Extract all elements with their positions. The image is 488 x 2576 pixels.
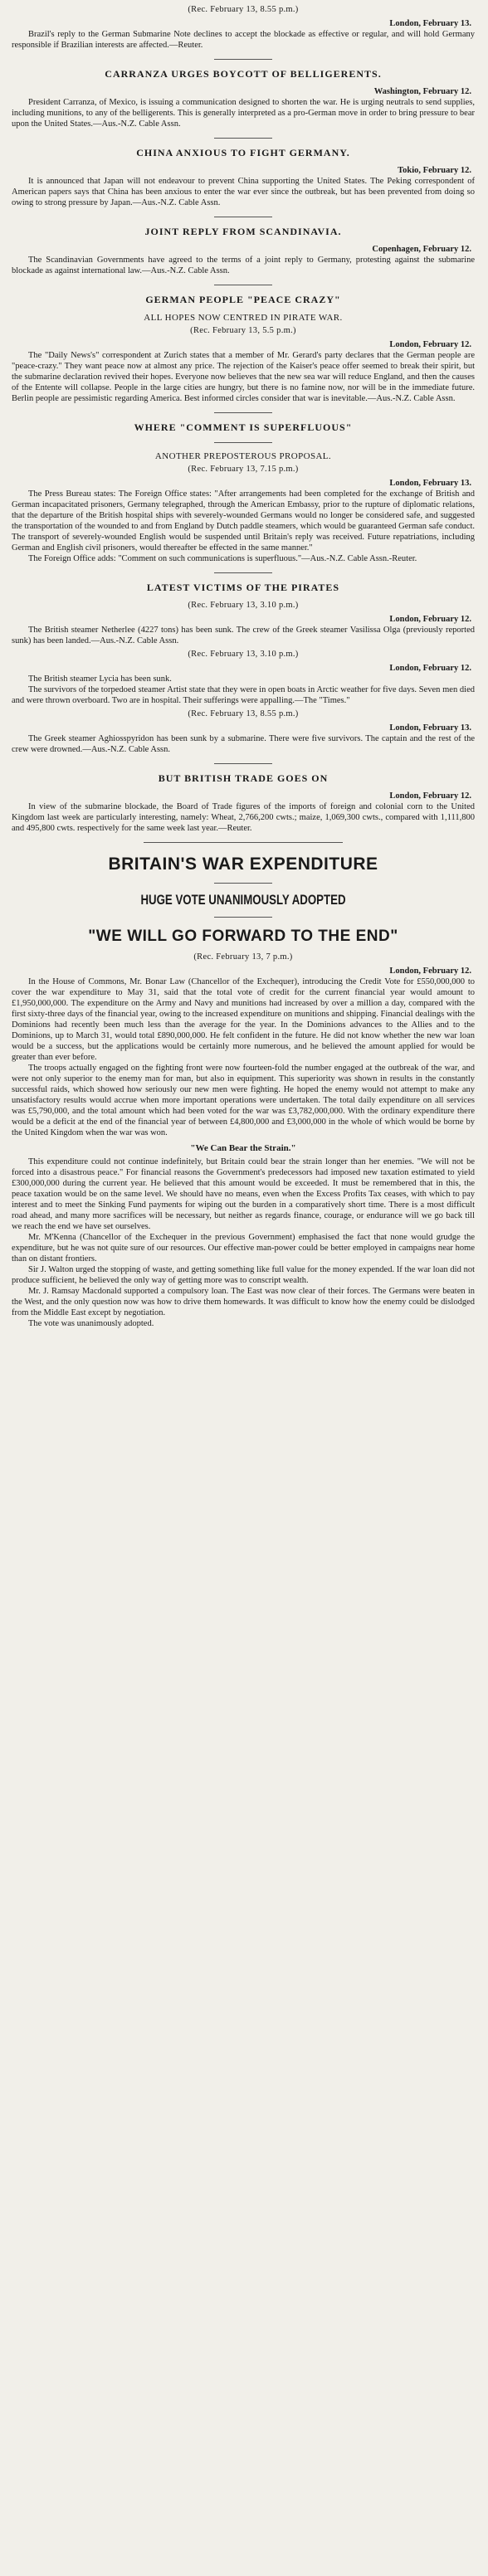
- headline: BUT BRITISH TRADE GOES ON: [158, 772, 329, 784]
- place-date: London, February 13.: [389, 479, 471, 488]
- paragraph: This expenditure could not continue indefinitely, but Britain could bear the strain longer than her enemies. "We will not be forced into a disastrous peace." For financial reasons the Government's predecessors had imposed new taxation estimated to yield £300,000,000 during the current year. He believed that this amount would be exceeded. It must be remembered that in this, the peace taxation would be on the same level. We should have no means, even when the Excess Profits Tax ceases, with which to pay interest and to meet the Sinking Fund payments for wiping out the burden in a comparatively short time. There is a most difficult road ahead, and many more sacrifices will be necessary, but neither as regards finance, courage, or endurance will we go back till we reach the end we have set ourselves.: [12, 1157, 475, 1231]
- divider: [214, 412, 272, 413]
- place-date: Tokio, February 12.: [398, 166, 471, 175]
- dateline: (Rec. February 13, 8.55 p.m.): [188, 5, 299, 14]
- place-date: London, February 12.: [389, 664, 471, 673]
- divider: [214, 59, 272, 60]
- paragraph: The Scandinavian Governments have agreed to the terms of a joint reply to Germany, protesting against the submarine blockade as against international law.—Aus.-N.Z. Cable Assn.: [12, 256, 475, 275]
- headline: CHINA ANXIOUS TO FIGHT GERMANY.: [136, 147, 350, 158]
- paragraph: The vote was unanimously adopted.: [28, 1319, 154, 1328]
- paragraph: The "Daily News's" correspondent at Zurich states that a member of Mr. Gerard's party declares that the German people are "peace-crazy." They want peace now at almost any price. The rejection of the Kaiser's peace offer seemed to break their spirit, but the submarine declaration revived their hopes. Everyone now believes that the new sea war will reduce England, and then the causes of the Entente will collapse. People in the large cities are hungry, but there is no famine now, nor will be in the immediate future. Berlin people are pessimistic regarding America. Best informed circles consider that war is inevitable.—Aus.-N.Z. Cable Assn.: [12, 351, 475, 403]
- headline: WHERE "COMMENT IS SUPERFLUOUS": [134, 421, 353, 433]
- headline: GERMAN PEOPLE "PEACE CRAZY": [145, 294, 341, 305]
- section-subhead: "We Can Bear the Strain.": [190, 1143, 296, 1153]
- divider: [144, 842, 343, 843]
- paragraph: The Press Bureau states: The Foreign Office states: "After arrangements had been completed for the exchange of British and German incapacitated prisoners, Germany telegraphed, through the American Embassy, prior to the rupture of diplomatic relations, that the departure of the British hospital ships with severely-wounded Germans would no longer be considered safe, and suggested the transportation of the wounded to and from England by Dutch paddle steamers, which would be guaranteed German safe conduct. The transport of severely-wounded English would be suspended until Britain's reply was received. Future repatriations, including German and English civil prisoners, would thereafter be effected in the same manner.": [12, 489, 475, 553]
- paragraph: In view of the submarine blockade, the Board of Trade figures of the imports of foreign and colonial corn to the United Kingdom last week are particularly interesting, namely: Wheat, 2,766,200 cwts.; maize, 1,069,300 cwts., compared with 1,111,800 and 495,800 cwts. respectively for the same week last year.—Reuter.: [12, 802, 475, 833]
- dateline: (Rec. February 13, 8.55 p.m.): [188, 709, 299, 718]
- place-date: London, February 13.: [389, 723, 471, 733]
- dateline: (Rec. February 13, 3.10 p.m.): [188, 650, 299, 659]
- headline: "WE WILL GO FORWARD TO THE END": [88, 928, 398, 945]
- dateline: (Rec. February 13, 7.15 p.m.): [188, 465, 299, 474]
- headline: JOINT REPLY FROM SCANDINAVIA.: [144, 226, 342, 237]
- headline: BRITAIN'S WAR EXPENDITURE: [108, 855, 378, 874]
- paragraph: The survivors of the torpedoed steamer Artist state that they were in open boats in Arctic weather for five days. Seven men died and were thrown overboard. Two are in hospital. Their sufferings were appalling.—The "Times.": [12, 685, 475, 705]
- place-date: London, February 12.: [389, 791, 471, 801]
- paragraph: The Foreign Office adds: "Comment on such communications is superfluous."—Aus.-N.Z. Cable Assn.-Reuter.: [28, 554, 417, 563]
- paragraph: In the House of Commons, Mr. Bonar Law (Chancellor of the Exchequer), introducing the Credit Vote for £550,000,000 to cover the war expenditure to May 31, said that the total vote of credit for the current financial year would amount to £1,950,000,000. The expenditure on the Army and Navy and munitions had increased by over a million a day, compared with the first sixty-three days of the financial year, owing to the increased expenditure on munitions and shipping. Financial dealings with the Dominions had recently been much less than the average for the year. In the Dominions advances to the Allies and to the Dominions, up to March 31, would total £890,000,000. He felt confident in the future. He did not know whether the new war loan would be a success, but the applications would be certainly more numerous, and he believed the amount applied for would be greater than ever before.: [12, 977, 475, 1062]
- headline: HUGE VOTE UNANIMOUSLY ADOPTED: [140, 892, 346, 908]
- paragraph: It is announced that Japan will not endeavour to prevent China supporting the United States. The Peking correspondent of American papers says that China has been anxious to enter the war ever since the outbreak, but has been prevented from doing so owing to strong pressure by Japan.—Aus.-N.Z. Cable Assn.: [12, 177, 475, 207]
- paragraph: Mr. M'Kenna (Chancellor of the Exchequer in the previous Government) emphasised the fact that none would grudge the expenditure, but he was not quite sure of our resources. Our effective man-power could be better employed in campaigns near home than on distant frontiers.: [12, 1233, 475, 1264]
- place-date: London, February 13.: [389, 19, 471, 28]
- paragraph: The Greek steamer Aghiosspyridon has been sunk by a submarine. There were five survivors. The captain and the rest of the crew were drowned.—Aus.-N.Z. Cable Assn.: [12, 734, 475, 754]
- paragraph: The troops actually engaged on the fighting front were now fourteen-fold the number engaged at the outbreak of the war, and were not only superior to the enemy man for man, but also in equipment. This superiority was shown in results in the constantly successful raids, which showed how seriously our new men were fighting. He hoped the enemy would not attempt to make any unsatisfactory results would accrue when more important operations were undertaken. The total daily expenditure on all services was £5,790,000, and the total amount which had been voted for the war was £3,782,000,000. With the ordinary expenditure there would be a deficit at the end of the financial year of between £4,800,000 and £3,000,000 in the whole of which would be borne by the United Kingdom when the war was won.: [12, 1064, 475, 1137]
- divider: [214, 883, 272, 884]
- paragraph: The British steamer Netherlee (4227 tons) has been sunk. The crew of the Greek steamer Vasilissa Olga (previously reported sunk) has been landed.—Aus.-N.Z. Cable Assn.: [12, 626, 475, 645]
- paragraph: Brazil's reply to the German Submarine Note declines to accept the blockade as effective or regular, and will hold Germany responsible if Brazilian interests are affected.—Reuter.: [12, 30, 475, 50]
- divider: [214, 442, 272, 443]
- headline: LATEST VICTIMS OF THE PIRATES: [146, 582, 340, 593]
- divider: [214, 763, 272, 764]
- subheadline: ALL HOPES NOW CENTRED IN PIRATE WAR.: [144, 313, 343, 323]
- paragraph: The British steamer Lycia has been sunk.: [28, 674, 172, 684]
- paragraph: Mr. J. Ramsay Macdonald supported a compulsory loan. The East was now clear of their forces. The Germans were beaten in the West, and the only question now was how to drive them homewards. It was difficult to know how the enemy could be dislodged from the Middle East except by negotiation.: [12, 1287, 475, 1317]
- place-date: London, February 12.: [389, 340, 471, 349]
- subheadline: ANOTHER PREPOSTEROUS PROPOSAL.: [154, 451, 332, 461]
- divider: [214, 917, 272, 918]
- dateline: (Rec. February 13, 3.10 p.m.): [188, 601, 299, 610]
- divider: [214, 138, 272, 139]
- headline: CARRANZA URGES BOYCOTT OF BELLIGERENTS.: [105, 68, 382, 80]
- paragraph: Sir J. Walton urged the stopping of waste, and getting something like full value for the money expended. If the war loan did not produce sufficient, he believed the only way of getting more was to conscript wealth.: [12, 1265, 475, 1285]
- paragraph: President Carranza, of Mexico, is issuing a communication designed to shorten the war. He is urging neutrals to send supplies, including munitions, to any of the belligerents. This is generally interpreted as a pro-German move in order to bring pressure to bear upon the United States.—Aus.-N.Z. Cable Assn.: [12, 98, 475, 129]
- dateline: (Rec. February 13, 7 p.m.): [193, 952, 293, 962]
- place-date: Washington, February 12.: [373, 87, 471, 96]
- dateline: (Rec. February 13, 5.5 p.m.): [190, 326, 296, 335]
- place-date: London, February 12.: [389, 615, 471, 624]
- place-date: London, February 12.: [389, 967, 471, 976]
- divider: [214, 572, 272, 573]
- place-date: Copenhagen, February 12.: [372, 245, 471, 254]
